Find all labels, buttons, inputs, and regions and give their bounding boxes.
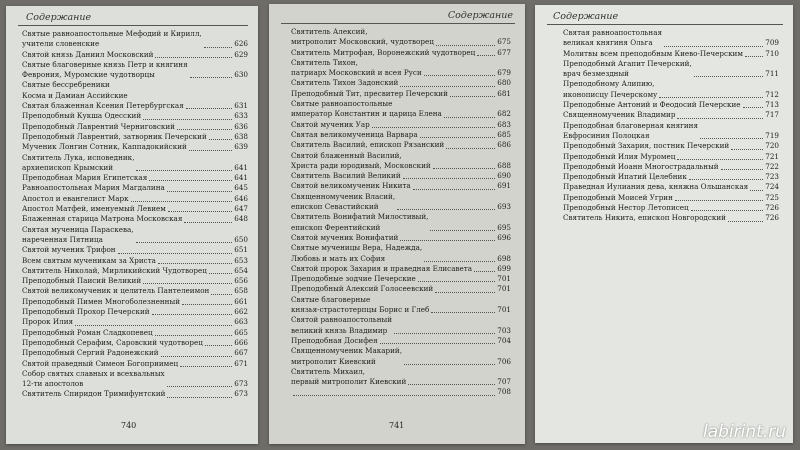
entry-title: Равноапостольная Мария Магдалина <box>22 183 165 193</box>
toc-entry <box>291 284 511 294</box>
dot-leader <box>180 366 232 367</box>
entry-page-number: 639 <box>234 142 248 152</box>
entry-page-number: 682 <box>497 109 511 119</box>
dot-leader <box>372 127 496 128</box>
entry-page-number: 696 <box>497 232 511 242</box>
dot-leader <box>205 345 232 346</box>
entry-page-number: 698 <box>497 253 511 263</box>
dot-leader <box>204 47 233 48</box>
dot-leader <box>209 139 233 140</box>
entry-title: Священномученик Власий, епископ Севастийский <box>291 191 396 212</box>
entry-title: Преподобный Пимен Многоболезненный <box>22 296 180 306</box>
entry-page-number: 707 <box>497 377 511 387</box>
toc-entry <box>291 78 511 88</box>
toc-entry <box>563 121 779 142</box>
dot-leader <box>168 211 232 212</box>
dot-leader <box>731 149 763 150</box>
entry-page-number: 648 <box>234 214 248 224</box>
entry-title: Святитель Митрофан, Воронежский чудотворец <box>291 47 476 57</box>
entry-title: Апостол Матфей, именуемый Левием <box>22 204 166 214</box>
dot-leader <box>158 263 232 264</box>
toc-entry <box>22 276 248 286</box>
dot-leader <box>152 314 233 315</box>
toc-entry <box>22 266 248 276</box>
toc-entry <box>22 132 248 142</box>
dot-leader <box>413 189 496 190</box>
entry-title: Преподобный Роман Сладкопевец <box>22 327 153 337</box>
entry-title: Святитель Николай, Мирликийский Чудотворец <box>22 265 207 275</box>
entry-page-number: 688 <box>497 160 511 170</box>
dot-leader <box>184 222 232 223</box>
entry-page-number: 699 <box>497 263 511 273</box>
middle-page <box>269 4 525 444</box>
toc-entry <box>22 359 248 369</box>
entry-title: Преподобный Захария, постник Печерский <box>563 141 730 151</box>
entry-page-number: 706 <box>497 356 511 366</box>
toc-entry <box>291 120 511 130</box>
entry-page-number: 712 <box>765 89 779 99</box>
entry-page-number: 630 <box>234 70 248 80</box>
entry-title: Святой мученик Вонифатий <box>291 232 399 242</box>
entry-title: Святитель Вонифатий Милостивый, епископ Ферентийский <box>291 212 429 232</box>
dot-leader <box>433 168 496 169</box>
toc-entry <box>291 171 511 181</box>
entry-title: Преподобному Алипию, иконописцу Печерскому <box>563 79 658 99</box>
right-page <box>535 5 793 443</box>
dot-leader <box>420 137 496 138</box>
toc-entry <box>22 286 248 296</box>
entry-title: Преподобные зодчие Печерские <box>291 274 416 284</box>
dot-leader <box>444 117 495 118</box>
left-page <box>6 6 258 444</box>
dot-leader <box>436 45 495 46</box>
toc-list <box>291 27 511 398</box>
entry-title: Всем святым мученикам за Христа <box>22 255 156 265</box>
toc-entry <box>22 307 248 317</box>
toc-list <box>22 29 248 400</box>
entry-page-number: 654 <box>234 265 248 275</box>
entry-page-number: 646 <box>234 193 248 203</box>
toc-entry <box>291 274 511 284</box>
toc-entry <box>22 153 248 174</box>
dot-leader <box>155 335 233 336</box>
dot-leader <box>75 325 232 326</box>
dot-leader <box>446 148 495 149</box>
toc-entry <box>563 79 779 100</box>
dot-leader <box>400 240 495 241</box>
entry-title: Святой праведный Симеон Богоприимец <box>22 358 179 368</box>
entry-title: Преподобный Лаврентий Черниговский <box>22 121 175 131</box>
dot-leader <box>167 191 232 192</box>
entry-page-number: 685 <box>497 129 511 139</box>
entry-title: Преподобный Агапит Печерский, врач безмездный <box>563 58 692 79</box>
entry-page-number: 638 <box>234 131 248 141</box>
entry-title: Святая мученица Параскева, нареченная Пятница <box>22 224 134 244</box>
entry-page-number: 724 <box>765 182 779 192</box>
entry-title: Святитель Михаил, первый митрополит Киевский <box>291 366 407 387</box>
toc-entry <box>22 142 248 152</box>
entry-page-number: 680 <box>497 78 511 88</box>
entry-title: Святые благоверные князья-страстотерпцы Борис и Глеб <box>291 294 430 315</box>
toc-entry <box>22 225 248 246</box>
toc-entry <box>563 59 779 80</box>
toc-entry <box>291 387 511 397</box>
dot-leader <box>136 242 233 243</box>
dot-leader <box>677 118 763 119</box>
toc-entry <box>563 193 779 203</box>
dot-leader <box>182 304 232 305</box>
toc-entry <box>22 173 248 183</box>
entry-title: Священномученик Макарий, митрополит Киевский <box>291 346 402 366</box>
dot-leader <box>745 56 763 57</box>
entry-title: Святитель Тихон Задонский <box>291 78 399 88</box>
page-number: 741 <box>389 421 405 430</box>
toc-entry <box>22 389 248 399</box>
entry-title: Святитель Спиридон Тримифунтский <box>22 389 166 399</box>
entry-title: Апостол и евангелист Марк <box>22 193 129 203</box>
toc-entry <box>22 369 248 390</box>
dot-leader <box>190 77 233 78</box>
entry-title: Преподобный Ипатий Целебник <box>563 172 687 182</box>
entry-title: Блаженная старица Матрона Московская <box>22 214 183 224</box>
entry-page-number: 710 <box>765 48 779 58</box>
entry-page-number: 641 <box>234 162 248 172</box>
entry-page-number: 658 <box>234 286 248 296</box>
entry-title: Священномученик Владимир <box>563 110 676 120</box>
toc-entry <box>22 348 248 358</box>
dot-leader <box>136 170 232 171</box>
entry-title: Молитвы всем преподобным Киево-Печерским <box>563 48 743 58</box>
toc-entry <box>563 100 779 110</box>
toc-entry <box>22 204 248 214</box>
entry-page-number: 656 <box>234 276 248 286</box>
entry-title: Святая блаженная Ксения Петербургская <box>22 101 184 111</box>
entry-title: Святитель Алексий, митрополит Московский, чудотворец <box>291 27 434 47</box>
entry-page-number: 690 <box>497 171 511 181</box>
entry-title: Святые благоверные князь Петр и княгиня Феврония, Муромские чудотворцы <box>22 59 188 80</box>
toc-entry <box>22 328 248 338</box>
dot-leader <box>167 397 232 398</box>
toc-entry <box>291 295 511 316</box>
dot-leader <box>721 169 764 170</box>
dot-leader <box>118 253 233 254</box>
toc-entry <box>291 27 511 48</box>
toc-entry <box>291 99 511 120</box>
toc-entry <box>22 111 248 121</box>
dot-leader <box>664 46 763 47</box>
dot-leader <box>450 96 495 97</box>
dot-leader <box>743 107 764 108</box>
entry-title: Преподобная благоверная княгиня Евфросиния Полоцкая <box>563 120 698 140</box>
entry-title: Преподобный Прохор Печерский <box>22 307 150 317</box>
toc-entry <box>563 182 779 192</box>
entry-title: Святые бессребреники Косма и Дамиан Ассийские <box>22 80 128 100</box>
entry-title: Святой мученик Трифон <box>22 245 116 255</box>
dot-leader <box>211 294 232 295</box>
dot-leader <box>728 221 763 222</box>
dot-leader <box>435 292 495 293</box>
toc-entry <box>563 110 779 120</box>
entry-page-number: 691 <box>497 181 511 191</box>
entry-page-number: 726 <box>765 203 779 213</box>
toc-entry <box>22 101 248 111</box>
entry-page-number: 666 <box>234 337 248 347</box>
toc-entry <box>22 338 248 348</box>
watermark-logo: labirint.ru <box>703 422 786 442</box>
entry-title: Святой пророк Захария и праведная Елисавета <box>291 263 473 273</box>
dot-leader <box>677 159 763 160</box>
entry-title: Преподобный Илия Муромец <box>563 151 676 161</box>
entry-page-number: 723 <box>765 172 779 182</box>
entry-page-number: 661 <box>234 296 248 306</box>
entry-title: Святой равноапостольный великий князь Владимир <box>291 315 393 335</box>
header-rule <box>18 25 248 26</box>
entry-page-number: 701 <box>497 305 511 315</box>
entry-title: Преподобный Алексий Голосеевский <box>291 284 434 294</box>
entry-page-number: 708 <box>497 387 511 397</box>
dot-leader <box>131 201 233 202</box>
entry-title: Преподобный Кукша Одесский <box>22 111 142 121</box>
entry-page-number: 633 <box>234 111 248 121</box>
entry-page-number: 722 <box>765 161 779 171</box>
toc-entry <box>22 194 248 204</box>
entry-title: Святые равноапостольные Мефодий и Кирилл, учители словенские <box>22 29 202 49</box>
entry-page-number: 645 <box>234 183 248 193</box>
entry-page-number: 709 <box>765 38 779 48</box>
entry-page-number: 662 <box>234 307 248 317</box>
dot-leader <box>424 261 495 262</box>
dot-leader <box>161 356 233 357</box>
running-header: Содержание <box>553 11 619 22</box>
toc-entry <box>563 141 779 151</box>
header-rule <box>547 24 783 25</box>
entry-title: Преподобный Иоанн Многострадальный <box>563 161 719 171</box>
entry-page-number: 693 <box>497 202 511 212</box>
toc-entry <box>22 214 248 224</box>
dot-leader <box>143 283 232 284</box>
toc-entry <box>22 317 248 327</box>
dot-leader <box>209 273 232 274</box>
dot-leader <box>694 76 764 77</box>
entry-title: Святитель Василий Великий <box>291 171 401 181</box>
entry-page-number: 653 <box>234 255 248 265</box>
entry-page-number: 626 <box>234 39 248 49</box>
entry-title: Святая равноапостольная великая княгиня Ольга <box>563 28 663 48</box>
toc-entry <box>563 213 779 223</box>
running-header: Содержание <box>447 10 513 21</box>
entry-page-number: 651 <box>234 245 248 255</box>
entry-page-number: 636 <box>234 121 248 131</box>
toc-entry <box>291 212 511 233</box>
entry-title: Преподобный Нестор Летописец <box>563 203 689 213</box>
toc-entry <box>22 50 248 60</box>
entry-page-number: 673 <box>234 379 248 389</box>
entry-title: Святитель Никита, епископ Новгородский <box>563 213 726 223</box>
entry-page-number: 683 <box>497 119 511 129</box>
entry-title: Святая великомученица Варвара <box>291 129 418 139</box>
entry-title: Преподобные Антоний и Феодосий Печерские <box>563 100 741 110</box>
entry-title: Святой великомученик Никита <box>291 181 411 191</box>
entry-title: Праведная Иулиания дева, княжна Ольшанская <box>563 182 749 192</box>
toc-entry <box>291 346 511 367</box>
toc-entry <box>22 80 248 101</box>
toc-entry <box>563 162 779 172</box>
dot-leader <box>397 209 495 210</box>
entry-page-number: 663 <box>234 317 248 327</box>
toc-entry <box>563 203 779 213</box>
entry-page-number: 641 <box>234 173 248 183</box>
dot-leader <box>186 108 233 109</box>
dot-leader <box>477 55 495 56</box>
entry-title: Преподобная Мария Египетская <box>22 173 148 183</box>
toc-entry <box>291 58 511 79</box>
dot-leader <box>293 395 495 396</box>
entry-title: Преподобный Лаврентий, затворник Печерский <box>22 131 207 141</box>
dot-leader <box>659 97 763 98</box>
entry-title: Святой великомученик и целитель Пантелеимон <box>22 286 210 296</box>
toc-entry <box>291 151 511 172</box>
entry-title: Пророк Илия <box>22 317 74 327</box>
entry-page-number: 701 <box>497 274 511 284</box>
toc-entry <box>22 245 248 255</box>
entry-page-number: 711 <box>765 69 779 79</box>
entry-page-number: 671 <box>234 358 248 368</box>
entry-page-number: 695 <box>497 222 511 232</box>
dot-leader <box>700 138 763 139</box>
entry-page-number: 679 <box>497 68 511 78</box>
entry-title: Святые мученицы Вера, Надежда, Любовь и мать их София <box>291 243 423 263</box>
dot-leader <box>403 178 496 179</box>
dot-leader <box>155 57 232 58</box>
entry-page-number: 650 <box>234 234 248 244</box>
entry-page-number: 673 <box>234 389 248 399</box>
entry-title: Преподобная Досифея <box>291 335 378 345</box>
toc-entry <box>563 49 779 59</box>
dot-leader <box>189 150 232 151</box>
dot-leader <box>394 333 495 334</box>
entry-page-number: 713 <box>765 100 779 110</box>
dot-leader <box>177 129 232 130</box>
toc-entry <box>22 183 248 193</box>
dot-leader <box>691 210 764 211</box>
dot-leader <box>430 230 495 231</box>
entry-page-number: 677 <box>497 47 511 57</box>
entry-page-number: 665 <box>234 327 248 337</box>
toc-entry <box>22 122 248 132</box>
toc-entry <box>22 60 248 81</box>
entry-page-number: 647 <box>234 204 248 214</box>
toc-entry <box>291 140 511 150</box>
dot-leader <box>380 343 496 344</box>
toc-entry <box>291 367 511 388</box>
toc-entry <box>291 315 511 336</box>
entry-page-number: 721 <box>765 151 779 161</box>
entry-title: Святой мученик Уар <box>291 119 370 129</box>
entry-title: Святой князь Даниил Московский <box>22 49 154 59</box>
entry-page-number: 720 <box>765 141 779 151</box>
entry-title: Преподобный Сергий Радонежский <box>22 348 159 358</box>
entry-title: Собор святых славных и всехвальных 12-ти апостолов <box>22 368 165 389</box>
dot-leader <box>167 386 233 387</box>
dot-leader <box>689 179 763 180</box>
entry-page-number: 703 <box>497 325 511 335</box>
toc-entry <box>291 192 511 213</box>
toc-entry <box>291 130 511 140</box>
entry-page-number: 667 <box>234 348 248 358</box>
dot-leader <box>675 200 763 201</box>
dot-leader <box>418 281 495 282</box>
toc-entry <box>291 243 511 264</box>
entry-page-number: 681 <box>497 88 511 98</box>
entry-title: Преподобный Тит, пресвитер Печерский <box>291 88 448 98</box>
entry-page-number: 701 <box>497 284 511 294</box>
toc-entry <box>563 172 779 182</box>
toc-entry <box>291 89 511 99</box>
toc-entry <box>563 152 779 162</box>
entry-page-number: 717 <box>765 110 779 120</box>
dot-leader <box>474 271 495 272</box>
entry-page-number: 719 <box>765 130 779 140</box>
entry-page-number: 631 <box>234 101 248 111</box>
toc-entry <box>291 233 511 243</box>
dot-leader <box>408 384 495 385</box>
toc-entry <box>291 181 511 191</box>
entry-page-number: 726 <box>765 213 779 223</box>
entry-title: Мученик Лонгин Сотник, Каппадокийский <box>22 142 187 152</box>
entry-title: Святитель Лука, исповедник, архиепископ Крымский <box>22 152 135 172</box>
entry-page-number: 725 <box>765 192 779 202</box>
toc-entry <box>291 48 511 58</box>
running-header: Содержание <box>26 12 92 23</box>
entry-title: Святитель Василий, епископ Рязанский <box>291 140 445 150</box>
toc-entry <box>291 336 511 346</box>
entry-title: Святой блаженный Василий, Христа ради юродивый, Московский <box>291 150 431 170</box>
toc-entry <box>291 264 511 274</box>
entry-title: Преподобный Паисий Великий <box>22 276 142 286</box>
toc-entry <box>22 256 248 266</box>
entry-title: Преподобный Моисей Угрин <box>563 192 673 202</box>
entry-page-number: 675 <box>497 37 511 47</box>
toc-entry <box>22 29 248 50</box>
toc-entry <box>563 28 779 49</box>
header-rule <box>281 23 515 24</box>
entry-page-number: 629 <box>234 49 248 59</box>
entry-title: Святитель Тихон, патриарх Московский и всея Руси <box>291 57 422 78</box>
dot-leader <box>431 312 495 313</box>
toc-list <box>563 28 779 224</box>
page-number: 740 <box>121 421 137 430</box>
dot-leader <box>750 190 763 191</box>
entry-title: Преподобный Серафим, Саровский чудотворец <box>22 337 203 347</box>
dot-leader <box>400 86 495 87</box>
entry-page-number: 704 <box>497 335 511 345</box>
entry-page-number: 686 <box>497 140 511 150</box>
dot-leader <box>143 119 232 120</box>
dot-leader <box>404 364 495 365</box>
entry-title: Святые равноапостольные император Константин и царица Елена <box>291 99 442 119</box>
dot-leader <box>424 75 496 76</box>
toc-entry <box>22 297 248 307</box>
dot-leader <box>149 180 232 181</box>
